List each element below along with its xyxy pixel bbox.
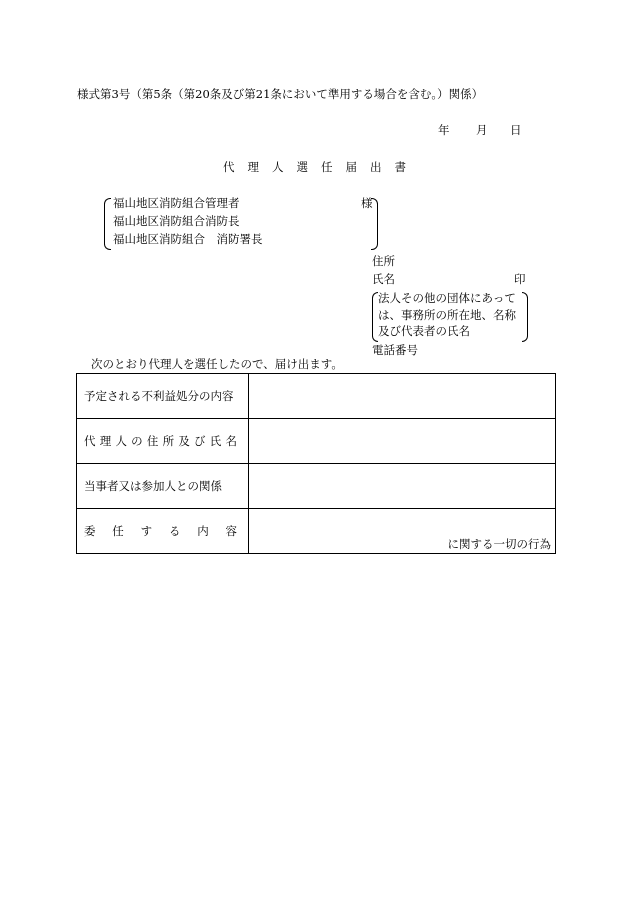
intro-text: 次のとおり代理人を選任したので、届け出ます。 (91, 357, 343, 371)
honorific: 様 (361, 196, 373, 210)
label-char: る (168, 523, 181, 538)
label-char: 名 (225, 433, 237, 448)
planned-disposition-field[interactable] (249, 374, 556, 419)
label-char: 内 (197, 523, 209, 538)
label-char: 住 (146, 433, 159, 448)
delegated-matters-field[interactable] (249, 509, 556, 554)
relationship-field[interactable] (249, 464, 556, 509)
title-char: 任 (321, 160, 334, 174)
relationship-label: 当事者又は参加人との関係 (77, 464, 249, 509)
title-char: 代 (223, 160, 236, 174)
title-char: 人 (272, 160, 285, 174)
label-char: 所 (162, 433, 175, 448)
delegated-matters-label (77, 509, 249, 554)
form-number: 様式第3号（第5条（第20条及び第21条において準用する場合を含む。）関係） (77, 87, 484, 101)
year-label: 年 (438, 123, 450, 137)
delegated-matters-suffix: に関する一切の行為 (447, 537, 551, 552)
label-char: 理 (99, 433, 112, 448)
label-char: 委 (84, 523, 96, 538)
day-label: 日 (510, 123, 522, 137)
title-char: 出 (370, 160, 383, 174)
left-bracket (104, 198, 111, 250)
corporate-note-line: は、事務所の所在地、名称 (378, 307, 516, 322)
label-char: 代 (84, 433, 96, 448)
label-char: の (131, 433, 143, 448)
label-char: 人 (115, 433, 127, 448)
name-row (372, 272, 532, 290)
label-char: 容 (225, 523, 237, 538)
month-label: 月 (476, 123, 488, 137)
right-bracket (522, 292, 528, 342)
table-row (77, 374, 556, 419)
corporate-note-line: 法人その他の団体にあって (378, 291, 516, 305)
label-char: び (194, 433, 206, 448)
addressee-line: 福山地区消防組合 消防署長 (113, 232, 263, 246)
table-row (77, 419, 556, 464)
appointment-table (76, 373, 556, 554)
corporate-note-line: 及び代表者の氏名 (378, 324, 470, 338)
date-line (438, 123, 522, 138)
corporate-note (372, 291, 528, 343)
agent-address-name-field[interactable] (249, 419, 556, 464)
document-title (0, 160, 630, 175)
name-label: 氏名 (372, 272, 395, 286)
table-row (77, 464, 556, 509)
applicant-block (372, 254, 532, 361)
agent-address-name-label (77, 419, 249, 464)
title-char: 理 (247, 160, 260, 174)
phone-label: 電話番号 (372, 343, 418, 357)
label-char: す (140, 523, 153, 538)
table-row (77, 509, 556, 554)
label-char: 氏 (209, 433, 222, 448)
right-bracket (371, 198, 378, 250)
title-char: 届 (345, 160, 358, 174)
addressee-line: 福山地区消防組合管理者 (113, 196, 240, 210)
addressee-line: 福山地区消防組合消防長 (113, 214, 240, 228)
planned-disposition-label: 予定される不利益処分の内容 (77, 374, 249, 419)
seal-mark: 印 (514, 272, 526, 286)
label-char: 任 (112, 523, 124, 538)
label-char: 及 (178, 433, 190, 448)
title-char: 選 (296, 160, 309, 174)
title-char: 書 (394, 160, 407, 174)
addressee-block (104, 196, 378, 250)
address-label: 住所 (372, 254, 395, 268)
